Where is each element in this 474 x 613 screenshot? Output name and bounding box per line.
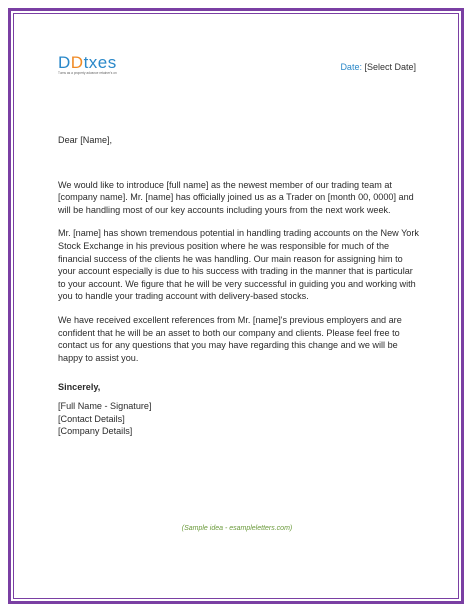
paragraph-references: We have received excellent references from Mr. [name]'s previous employers and are confident that he will be an asset to both our company and clients. Please feel free to contact us for any questions that you may have regarding this change and we will be happy to assist you. bbox=[58, 314, 402, 363]
date-line bbox=[340, 62, 416, 72]
logo-tagline: Turns as a property advance retainer's on bbox=[58, 71, 117, 75]
date-value: [Select Date] bbox=[364, 62, 416, 72]
company-logo bbox=[58, 54, 148, 80]
signature-contact: [Contact Details] bbox=[58, 413, 125, 424]
closing: Sincerely, bbox=[58, 382, 101, 393]
signature-name: [Full Name - Signature] bbox=[58, 400, 152, 411]
paragraph-intro: We would like to introduce [full name] as the newest member of our trading team at [company name]. Mr. [name] has officially joined us as a Trader on [month 00, 0000] and will be handling most of our key accounts including yours from the next work week. bbox=[58, 179, 414, 215]
salutation: Dear [Name], bbox=[58, 135, 113, 145]
footer-note: (Sample idea - esampleletters.com) bbox=[181, 525, 293, 532]
letter-body bbox=[58, 134, 420, 438]
logo-wordmark: DDtxes bbox=[58, 53, 117, 72]
paragraph-experience: Mr. [name] has shown tremendous potential in handling trading accounts on the New York Stock Exchange in his previous position where he was responsible for much of the financial success of the clients he was handling. Our main reason for assigning him to your account especially is due to his success with trading in the manner that is particular to your account. We figure that he will be very successful in guiding you and working with you to handle your trading account with delivery-based stocks. bbox=[58, 228, 419, 302]
date-label: Date: bbox=[340, 62, 362, 72]
signature-company: [Company Details] bbox=[58, 426, 133, 437]
